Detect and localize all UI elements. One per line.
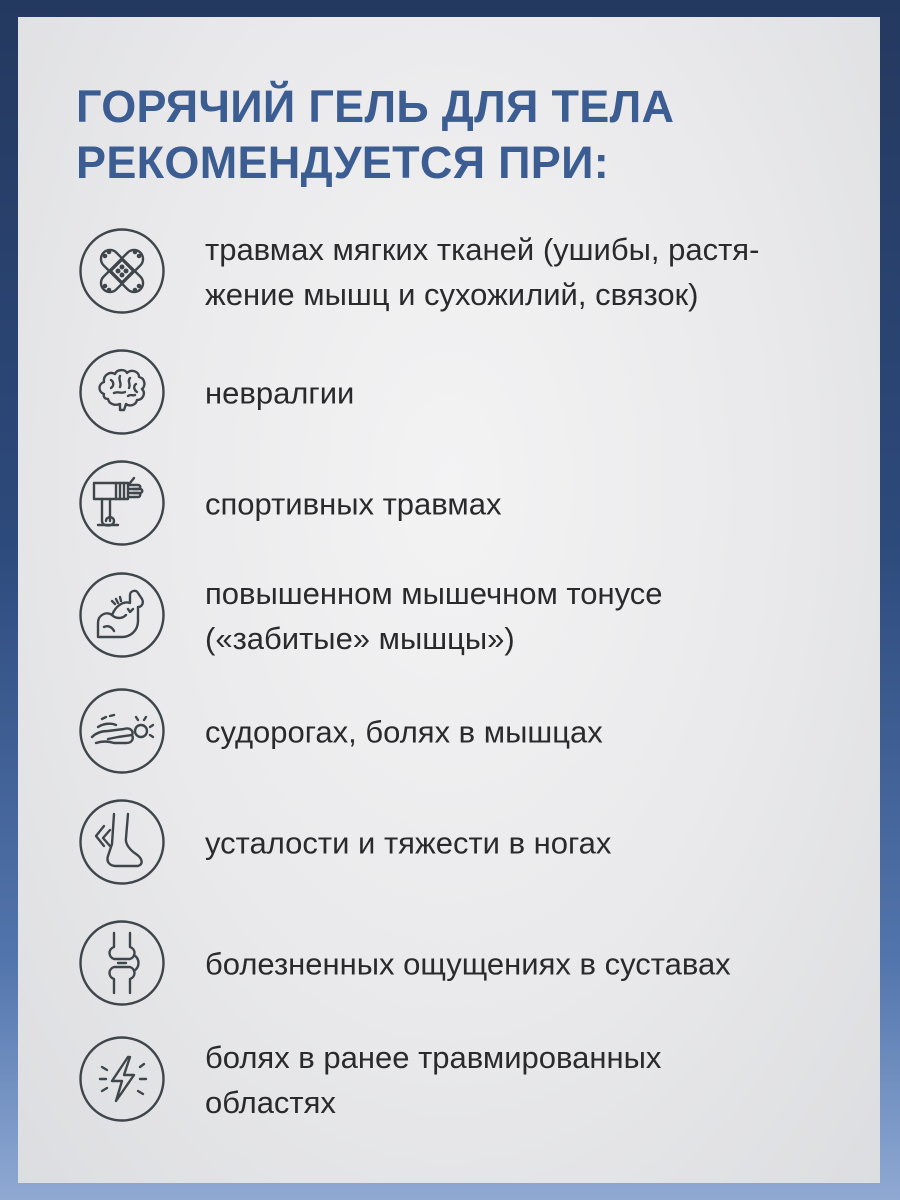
item-text (205, 482, 865, 527)
page-title (76, 79, 674, 191)
item-text-line: судорогах, болях в мышцах (205, 714, 603, 750)
item-text-line: («забитые» мышцы») (205, 621, 515, 656)
list-item (78, 348, 858, 438)
item-text-line: невралгии (205, 375, 355, 411)
list-item (78, 687, 858, 777)
item-text-line: жение мышц и сухожилий, связок) (205, 277, 699, 312)
list-item (78, 798, 858, 888)
foot-icon (78, 798, 166, 886)
flexed-arm-icon (78, 571, 166, 659)
muscle-cramp-icon (78, 687, 166, 775)
item-text-line: болях в ранее травмированных (205, 1040, 662, 1075)
brain-icon (78, 348, 166, 436)
item-text-line: травмах мягких тканей (ушибы, растя- (205, 232, 760, 267)
list-item (78, 459, 858, 549)
lightning-pain-icon (78, 1035, 166, 1123)
list-item (78, 919, 858, 1009)
item-text-line: повышенном мышечном тонусе (205, 576, 663, 611)
item-text-line: областях (205, 1085, 336, 1120)
item-text (205, 710, 865, 755)
item-text-line: спортивных травмах (205, 486, 502, 522)
item-text (205, 942, 865, 987)
item-text (205, 571, 865, 661)
item-text (205, 227, 865, 317)
list-item (78, 1035, 858, 1125)
item-text (205, 1035, 865, 1125)
joint-icon (78, 919, 166, 1007)
item-text (205, 821, 865, 866)
item-text (205, 371, 865, 416)
item-text-line: болезненных ощущениях в суставах (205, 946, 731, 982)
title-line-2: РЕКОМЕНДУЕТСЯ ПРИ: (76, 137, 610, 188)
bandaged-hand-icon (78, 459, 166, 547)
item-text-line: усталости и тяжести в ногах (205, 825, 612, 861)
bandage-icon (78, 227, 166, 315)
list-item (78, 571, 858, 661)
list-item (78, 227, 858, 317)
title-line-1: ГОРЯЧИЙ ГЕЛЬ ДЛЯ ТЕЛА (76, 81, 675, 132)
content-card (18, 17, 880, 1183)
